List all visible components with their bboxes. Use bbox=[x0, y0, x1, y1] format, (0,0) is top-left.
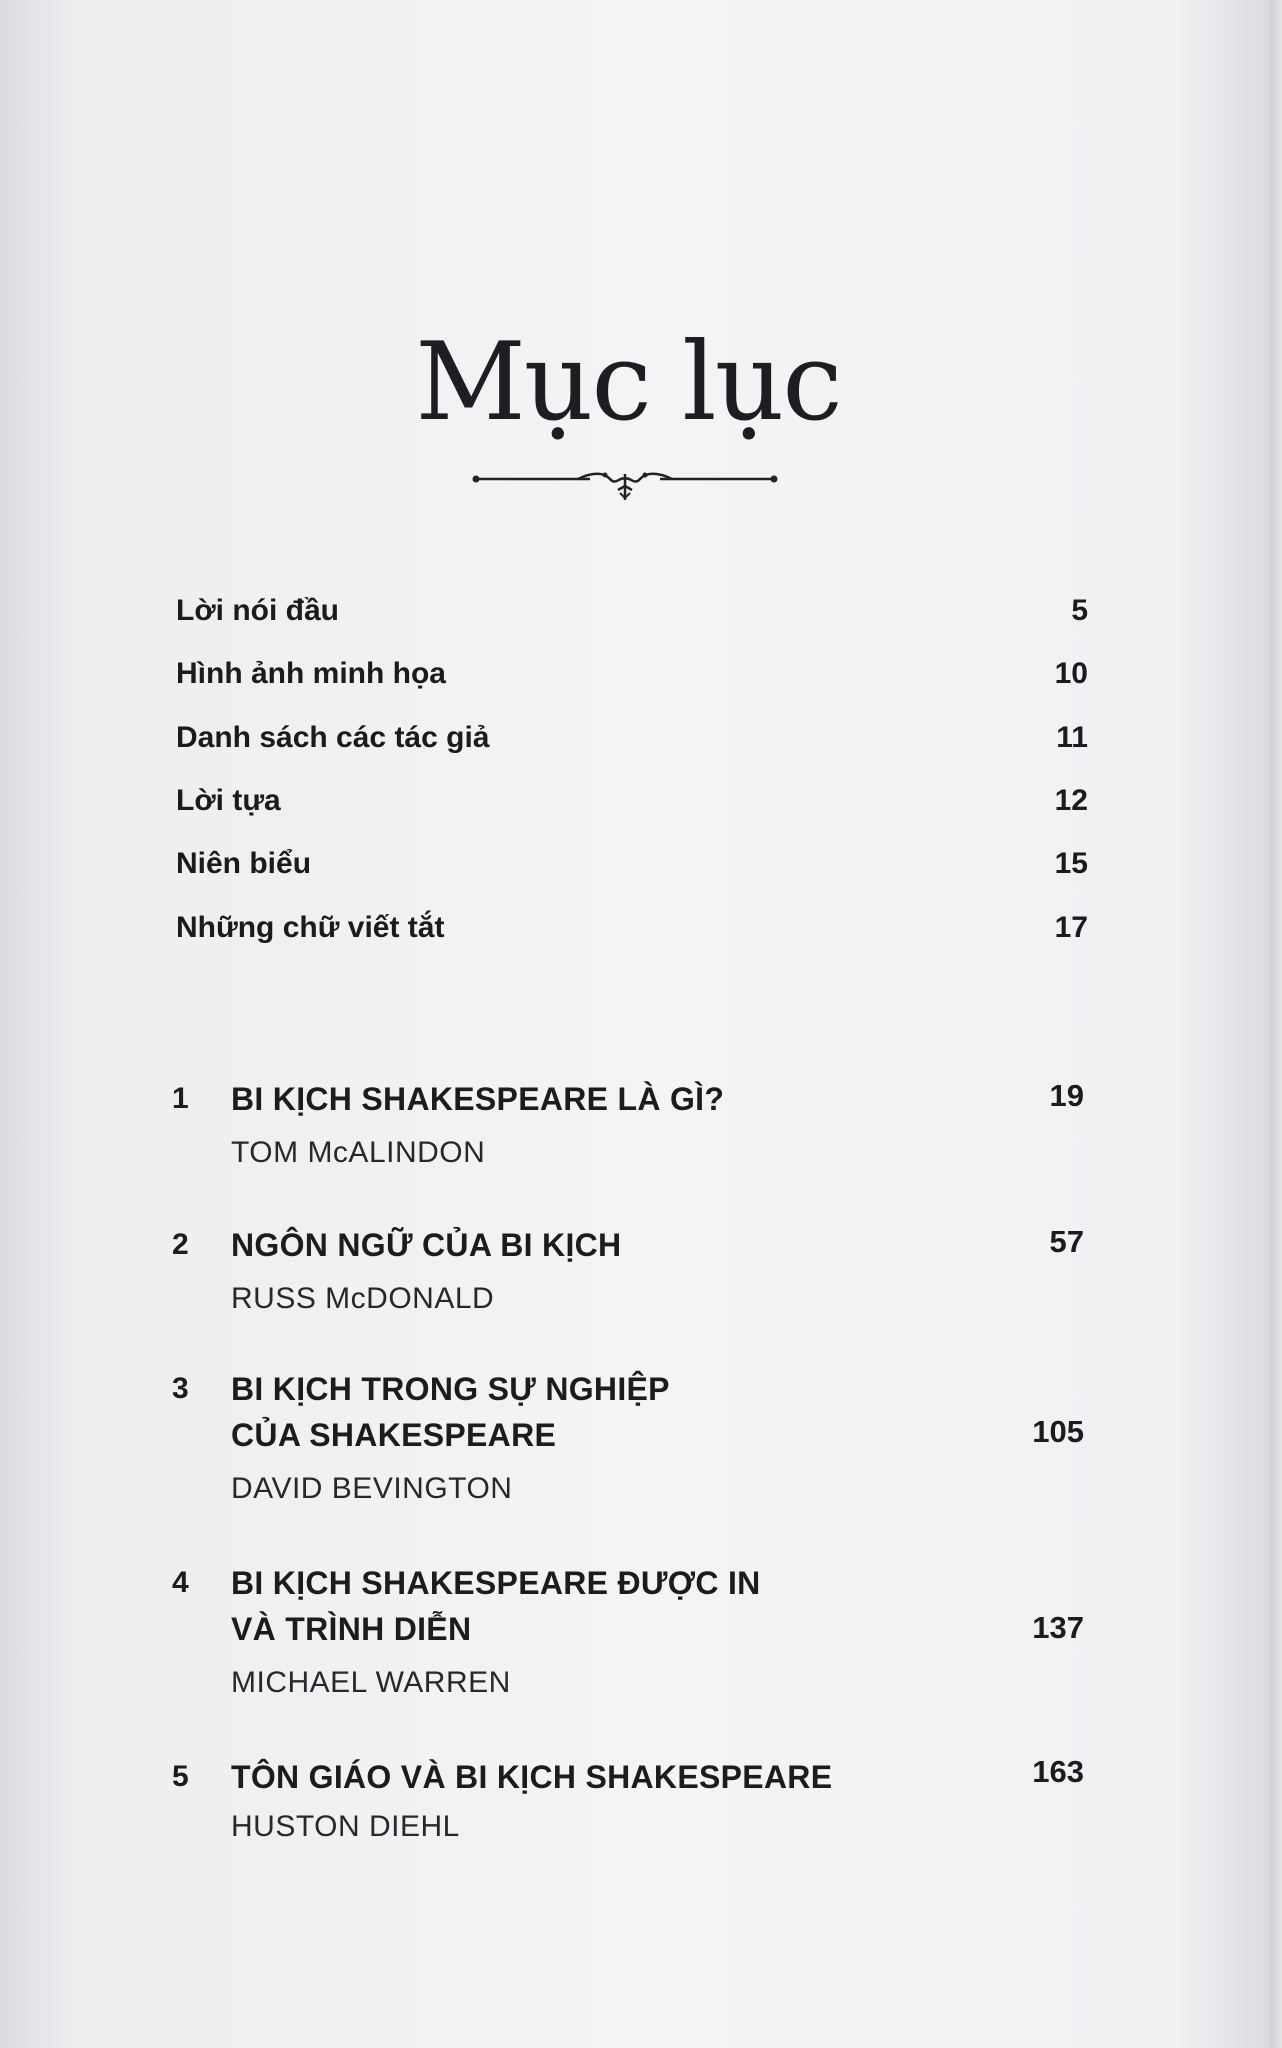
chapter-title-line: NGÔN NGỮ CỦA BI KỊCH bbox=[231, 1227, 622, 1263]
toc-entry-page: 17 bbox=[1054, 911, 1088, 944]
toc-entry[interactable] bbox=[176, 911, 1088, 961]
chapter-author: HUSTON DIEHL bbox=[231, 1810, 460, 1843]
page-edge bbox=[1270, 0, 1282, 2048]
toc-entry-label: Lời nói đầu bbox=[176, 594, 339, 627]
toc-entry-page: 10 bbox=[1054, 657, 1088, 690]
chapter-title bbox=[231, 1366, 851, 1458]
toc-entry[interactable] bbox=[176, 784, 1088, 834]
chapter-number: 5 bbox=[172, 1760, 189, 1793]
chapter-author: RUSS McDONALD bbox=[231, 1282, 495, 1315]
toc-entry-label: Những chữ viết tắt bbox=[176, 911, 445, 944]
chapter-title-line: BI KỊCH TRONG SỰ NGHIỆP bbox=[231, 1371, 670, 1407]
chapter-entry[interactable] bbox=[172, 1222, 1084, 1332]
chapter-title-line: BI KỊCH SHAKESPEARE LÀ GÌ? bbox=[231, 1081, 725, 1117]
chapter-title-line: BI KỊCH SHAKESPEARE ĐƯỢC IN bbox=[231, 1565, 761, 1601]
chapter-title-line: CỦA SHAKESPEARE bbox=[231, 1417, 557, 1453]
toc-entry-label: Hình ảnh minh họa bbox=[176, 657, 446, 690]
toc-entry-page: 11 bbox=[1056, 721, 1088, 754]
chapter-entry[interactable] bbox=[172, 1754, 1084, 1864]
toc-entry[interactable] bbox=[176, 594, 1088, 644]
chapter-number: 1 bbox=[172, 1082, 189, 1115]
toc-entry[interactable] bbox=[176, 847, 1088, 897]
toc-entry-label: Lời tựa bbox=[176, 784, 281, 817]
toc-entry[interactable] bbox=[176, 657, 1088, 707]
chapter-title bbox=[231, 1754, 851, 1800]
chapter-number: 3 bbox=[172, 1372, 189, 1405]
chapter-author: MICHAEL WARREN bbox=[231, 1666, 511, 1699]
toc-entry-page: 12 bbox=[1054, 784, 1088, 817]
chapter-page: 105 bbox=[1032, 1414, 1084, 1449]
chapter-title bbox=[231, 1076, 851, 1122]
chapter-page: 57 bbox=[1049, 1224, 1084, 1259]
page-title: Mục lục bbox=[415, 320, 841, 445]
toc-entry-page: 15 bbox=[1054, 847, 1088, 880]
chapter-title-line: VÀ TRÌNH DIỄN bbox=[231, 1611, 472, 1647]
chapter-page: 137 bbox=[1032, 1610, 1084, 1645]
chapter-page: 163 bbox=[1032, 1754, 1084, 1789]
chapter-number: 4 bbox=[172, 1566, 189, 1599]
chapter-entry[interactable] bbox=[172, 1560, 1084, 1710]
chapter-title bbox=[231, 1222, 851, 1268]
chapter-author: DAVID BEVINGTON bbox=[231, 1472, 513, 1505]
chapter-title bbox=[231, 1560, 851, 1652]
chapter-author: TOM McALINDON bbox=[231, 1136, 486, 1169]
chapter-number: 2 bbox=[172, 1228, 189, 1261]
toc-entry-page: 5 bbox=[1071, 594, 1088, 627]
chapter-title-line: TÔN GIÁO VÀ BI KỊCH SHAKESPEARE bbox=[231, 1759, 833, 1795]
chapter-entry[interactable] bbox=[172, 1366, 1084, 1516]
chapter-entry[interactable] bbox=[172, 1076, 1084, 1186]
chapter-page: 19 bbox=[1049, 1078, 1084, 1113]
toc-entry[interactable] bbox=[176, 721, 1088, 771]
toc-entry-label: Danh sách các tác giả bbox=[176, 721, 490, 754]
toc-entry-label: Niên biểu bbox=[176, 847, 312, 880]
ornament-divider-icon bbox=[470, 462, 780, 506]
